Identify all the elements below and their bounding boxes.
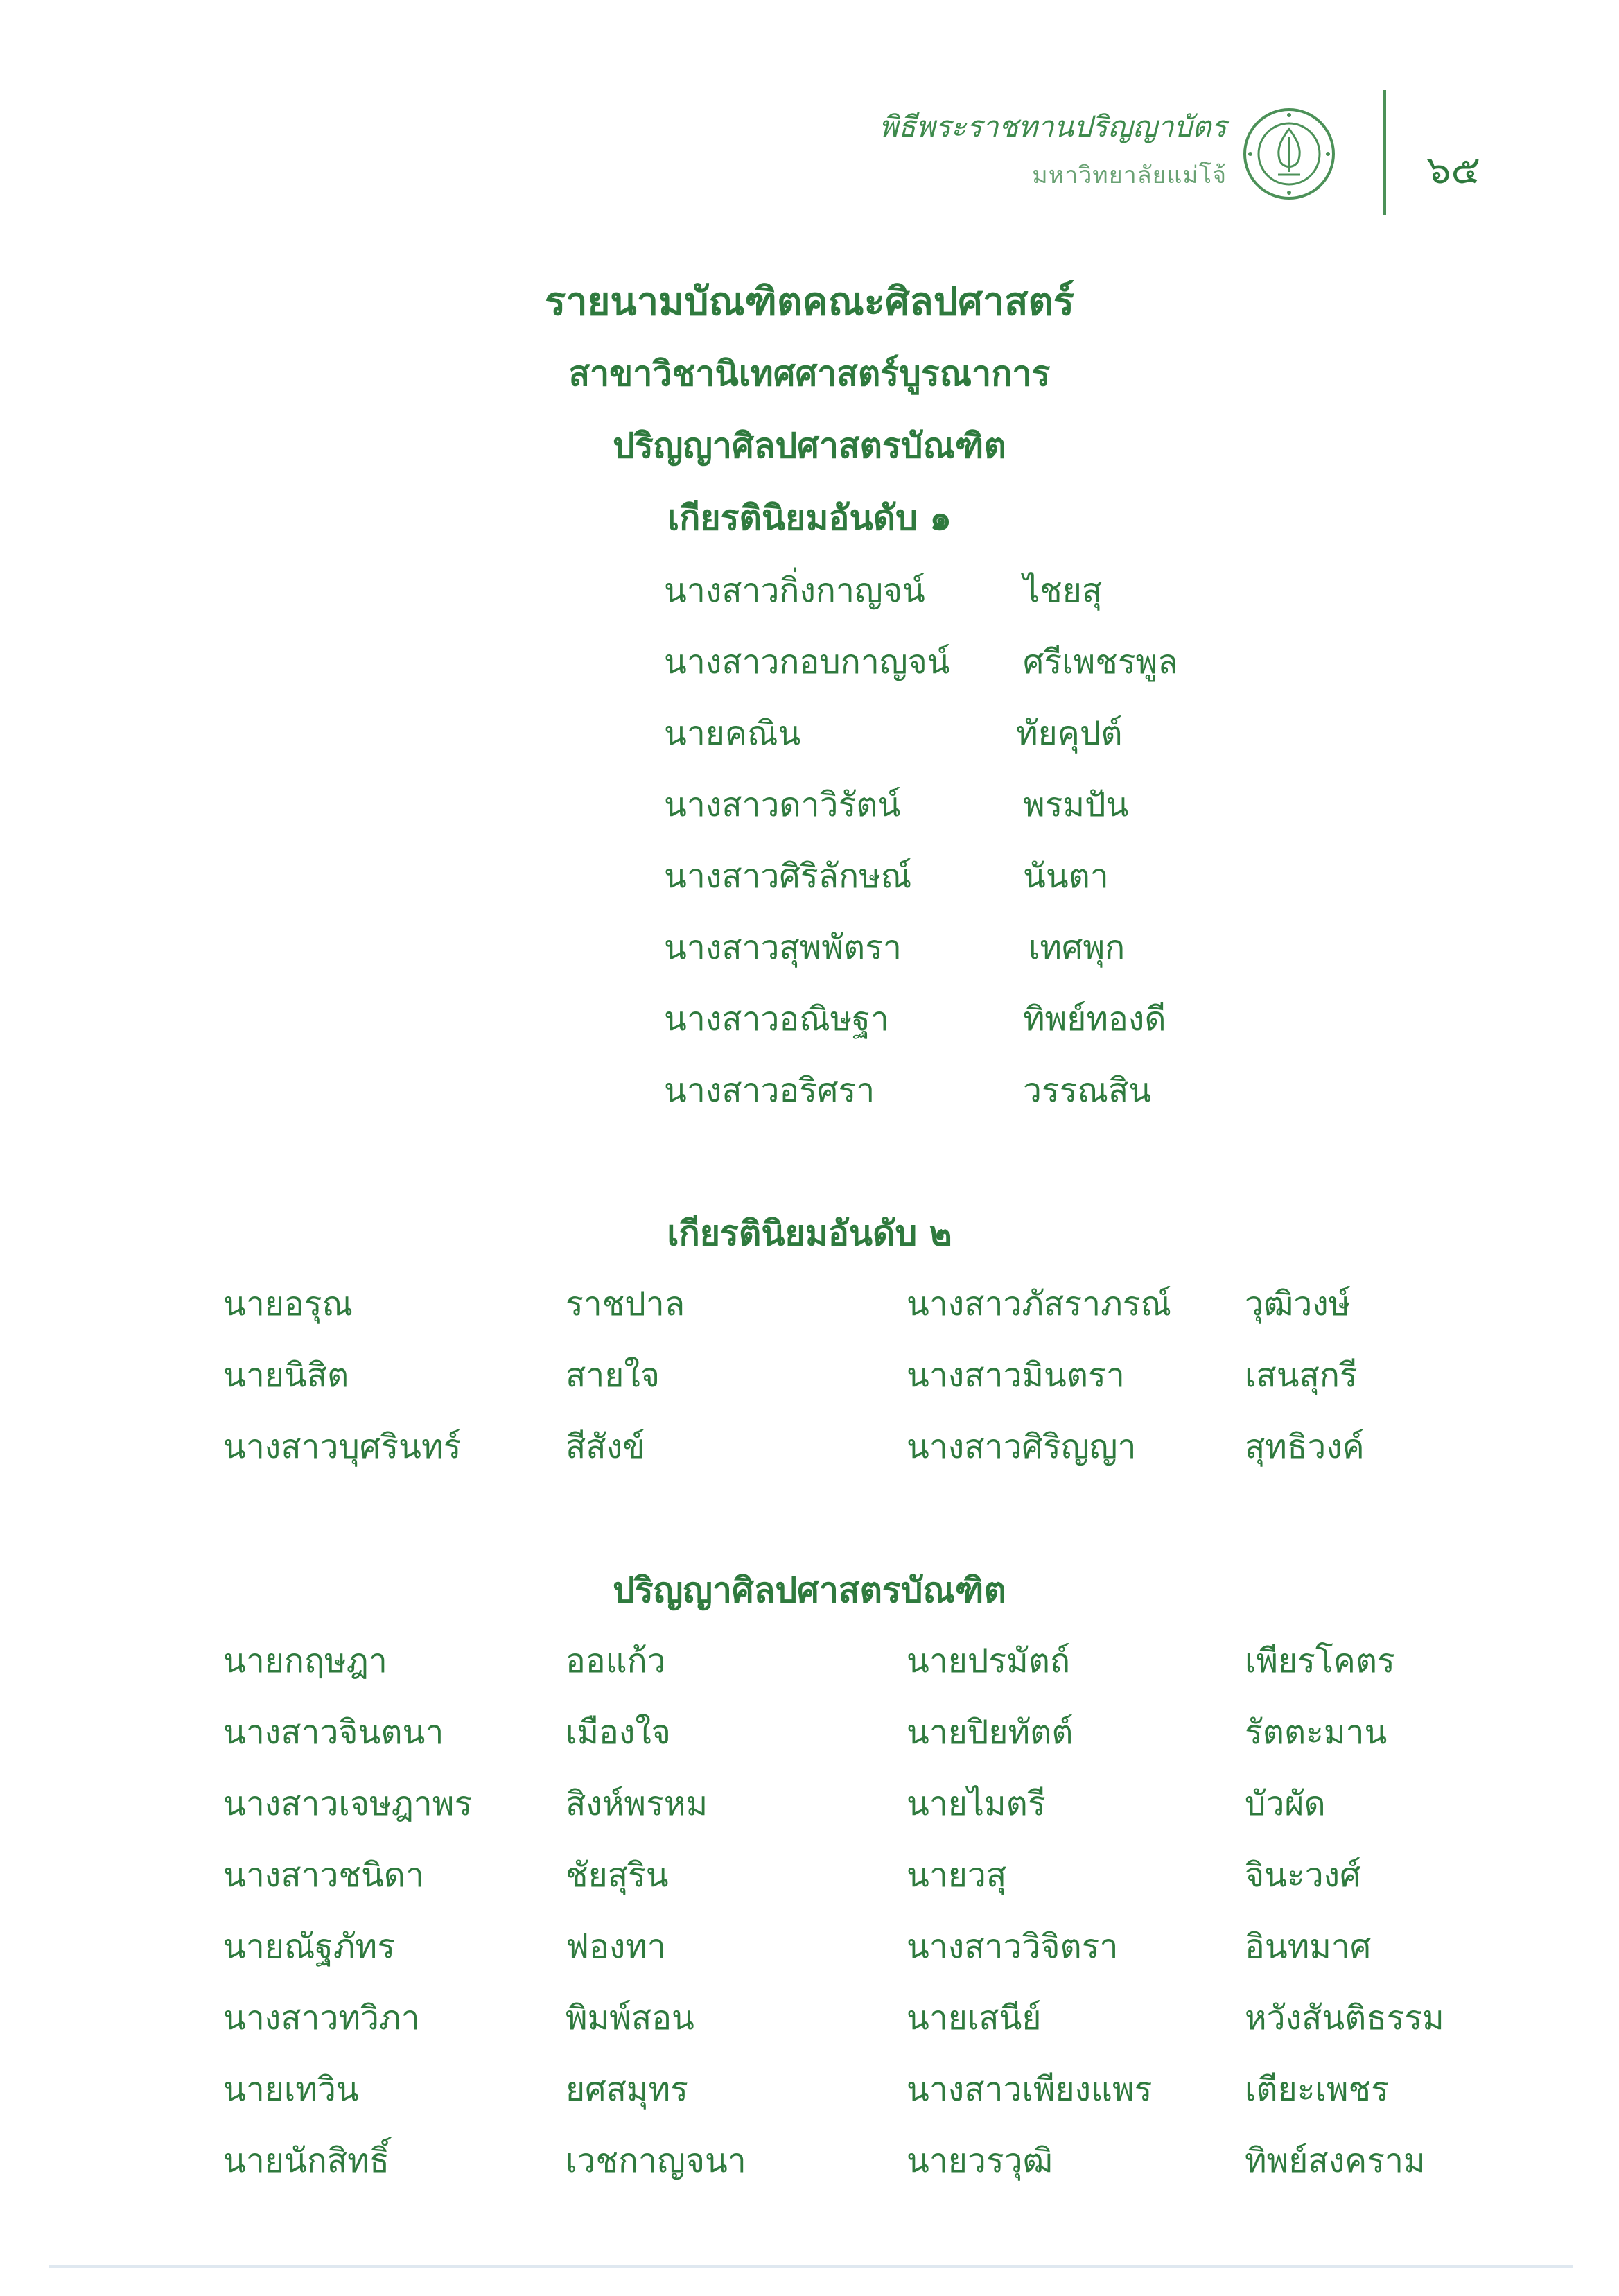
honors1-first-name: นางสาวสุพพัตรา	[664, 928, 902, 967]
regular-first-name: นางสาววิจิตรา	[907, 1927, 1119, 1966]
regular-first-name: นายเทวิน	[223, 2070, 359, 2109]
regular-last-name: จินะวงศ์	[1245, 1856, 1361, 1895]
header-divider	[1383, 90, 1386, 215]
regular-last-name: สิงห์พรหม	[566, 1784, 708, 1823]
honors1-last-name: ทัยคุปต์	[1016, 714, 1123, 753]
honors1-last-name: เทศพุก	[1029, 928, 1126, 967]
regular-last-name: พิมพ์สอน	[566, 1999, 694, 2037]
regular-heading: ปริญญาศิลปศาสตรบัณฑิต	[613, 1570, 1006, 1610]
honors1-last-name: นันตา	[1023, 857, 1109, 896]
honors2-last-name: สุทธิวงค์	[1245, 1427, 1365, 1466]
regular-last-name: ฟองทา	[566, 1927, 666, 1966]
ceremony-title: พิธีพระราชทานปริญญาบัตร	[879, 110, 1227, 144]
honors2-first-name: นางสาวภัสราภรณ์	[907, 1285, 1172, 1323]
university-name: มหาวิทยาลัยแม่โจ้	[1032, 162, 1227, 189]
regular-last-name: อินทมาศ	[1245, 1927, 1372, 1966]
honors1-last-name: วรรณสิน	[1023, 1071, 1152, 1110]
regular-first-name: นางสาวทวิภา	[223, 1999, 420, 2037]
regular-last-name: เตียะเพชร	[1245, 2070, 1389, 2109]
regular-last-name: เวชกาญจนา	[566, 2141, 746, 2180]
honors2-last-name: วุฒิวงษ์	[1245, 1285, 1351, 1323]
regular-last-name: หวังสันติธรรม	[1245, 1999, 1444, 2037]
regular-last-name: รัตตะมาน	[1245, 1713, 1388, 1752]
degree-title: ปริญญาศิลปศาสตรบัณฑิต	[613, 426, 1006, 466]
honors2-first-name: นางสาวศิริญญา	[907, 1427, 1137, 1466]
regular-last-name: เพียรโคตร	[1245, 1642, 1395, 1680]
honors2-last-name: สีสังข์	[566, 1427, 645, 1466]
regular-first-name: นายปรมัตถ์	[907, 1642, 1071, 1680]
honors1-last-name: ทิพย์ทองดี	[1023, 1000, 1166, 1038]
regular-first-name: นายเสนีย์	[907, 1999, 1042, 2037]
regular-last-name: บัวผัด	[1245, 1784, 1326, 1823]
honors2-first-name: นายนิสิต	[223, 1356, 349, 1395]
honors1-first-name: นางสาวดาวิรัตน์	[664, 785, 901, 824]
honors1-last-name: พรมปัน	[1023, 785, 1129, 824]
program-title: สาขาวิชานิเทศศาสตร์บูรณาการ	[568, 354, 1051, 394]
honors1-heading: เกียรตินิยมอันดับ ๑	[667, 498, 952, 538]
page-number: ๖๕	[1426, 148, 1480, 193]
regular-first-name: นายปิยทัตต์	[907, 1713, 1074, 1752]
regular-first-name: นายณัฐภัทร	[223, 1927, 395, 1966]
regular-last-name: เมืองใจ	[566, 1713, 671, 1752]
honors2-last-name: ราชปาล	[566, 1285, 685, 1323]
page-bottom-rule	[49, 2265, 1573, 2268]
honors2-last-name: สายใจ	[566, 1356, 660, 1395]
regular-first-name: นายวรวุฒิ	[907, 2141, 1053, 2180]
regular-last-name: ชัยสุริน	[566, 1856, 669, 1895]
regular-first-name: นายนักสิทธิ์	[223, 2141, 390, 2180]
regular-first-name: นายไมตรี	[907, 1784, 1046, 1823]
honors2-first-name: นางสาวบุศรินทร์	[223, 1427, 462, 1466]
regular-last-name: ยศสมุทร	[566, 2070, 688, 2109]
honors1-first-name: นายคณิน	[664, 714, 801, 753]
regular-first-name: นายกฤษฎา	[223, 1642, 387, 1680]
honors1-first-name: นางสาวศิริลักษณ์	[664, 857, 912, 896]
regular-first-name: นางสาวชนิดา	[223, 1856, 424, 1895]
regular-first-name: นายวสุ	[907, 1856, 1007, 1895]
honors1-last-name: ศรีเพชรพูล	[1023, 643, 1178, 681]
honors2-last-name: เสนสุกรี	[1245, 1356, 1358, 1395]
regular-first-name: นางสาวเจษฎาพร	[223, 1784, 473, 1823]
honors1-first-name: นางสาวอริศรา	[664, 1071, 875, 1110]
regular-last-name: ออแก้ว	[566, 1642, 666, 1680]
regular-first-name: นางสาวจินตนา	[223, 1713, 444, 1752]
honors1-first-name: นางสาวกอบกาญจน์	[664, 643, 950, 681]
honors1-last-name: ไชยสุ	[1023, 571, 1103, 610]
honors1-first-name: นางสาวอณิษฐา	[664, 1000, 889, 1038]
regular-first-name: นางสาวเพียงแพร	[907, 2070, 1153, 2109]
honors2-heading: เกียรตินิยมอันดับ ๒	[667, 1213, 952, 1253]
university-seal-icon	[1241, 105, 1338, 202]
page-title: รายนามบัณฑิตคณะศิลปศาสตร์	[545, 279, 1074, 324]
honors2-first-name: นางสาวมินตรา	[907, 1356, 1125, 1395]
honors2-first-name: นายอรุณ	[223, 1285, 353, 1323]
honors1-first-name: นางสาวกิ่งกาญจน์	[664, 571, 925, 610]
regular-last-name: ทิพย์สงคราม	[1245, 2141, 1426, 2180]
